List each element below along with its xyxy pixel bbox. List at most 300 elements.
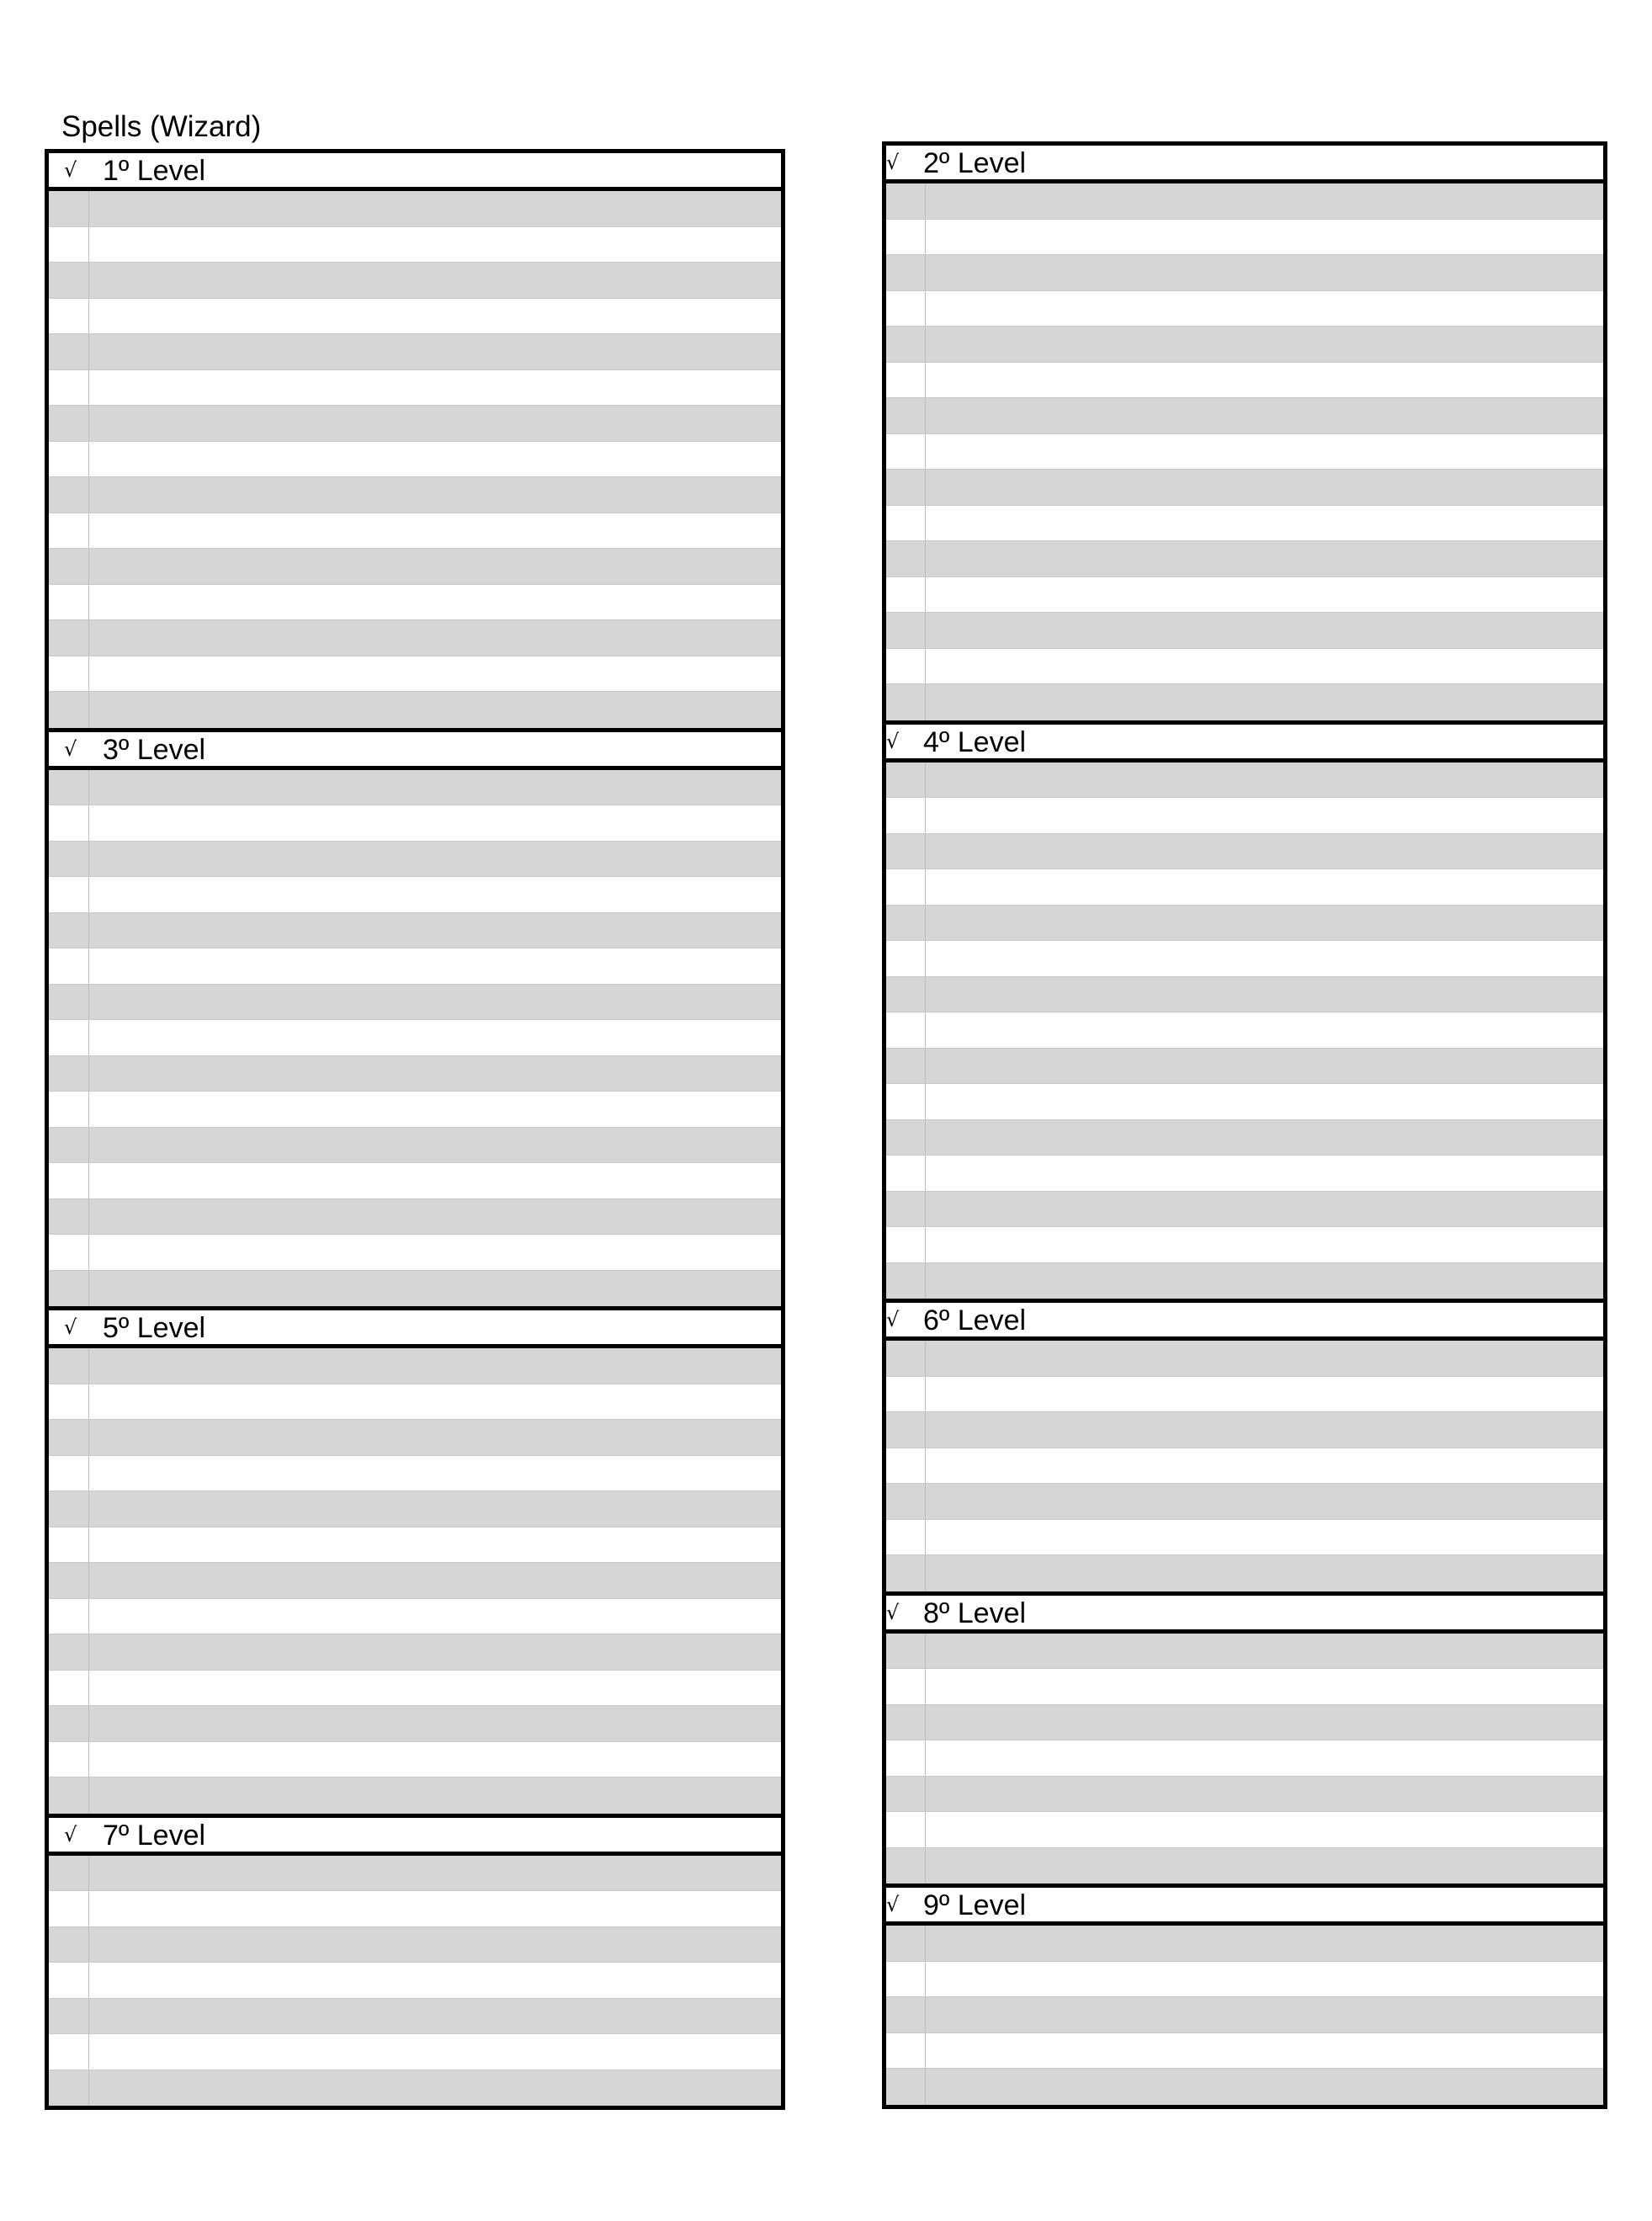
- prepared-checkbox-cell[interactable]: [886, 1012, 926, 1048]
- spell-name-cell[interactable]: [89, 1348, 781, 1384]
- spell-name-cell[interactable]: [926, 1049, 1603, 1084]
- spell-name-cell[interactable]: [926, 1520, 1603, 1555]
- spell-name-cell[interactable]: [89, 549, 781, 584]
- prepared-checkbox-cell[interactable]: [886, 541, 926, 577]
- prepared-checkbox-cell[interactable]: [49, 191, 89, 226]
- spell-name-cell[interactable]: [926, 255, 1603, 290]
- prepared-checkbox-cell[interactable]: [886, 327, 926, 362]
- spell-row[interactable]: [886, 798, 1603, 834]
- spell-row[interactable]: [49, 334, 781, 370]
- prepared-checkbox-cell[interactable]: [49, 263, 89, 298]
- spell-name-cell[interactable]: [89, 1092, 781, 1127]
- prepared-checkbox-cell[interactable]: [49, 1420, 89, 1455]
- prepared-checkbox-cell[interactable]: [49, 620, 89, 656]
- prepared-checkbox-cell[interactable]: [886, 1848, 926, 1884]
- prepared-checkbox-cell[interactable]: [886, 798, 926, 833]
- prepared-checkbox-cell[interactable]: [49, 1891, 89, 1926]
- spell-name-cell[interactable]: [926, 1777, 1603, 1812]
- spell-name-cell[interactable]: [926, 434, 1603, 470]
- spell-name-cell[interactable]: [926, 1012, 1603, 1048]
- prepared-checkbox-cell[interactable]: [886, 1156, 926, 1191]
- prepared-checkbox-cell[interactable]: [49, 1056, 89, 1092]
- prepared-checkbox-cell[interactable]: [49, 1092, 89, 1127]
- prepared-checkbox-cell[interactable]: [49, 299, 89, 334]
- prepared-checkbox-cell[interactable]: [886, 1120, 926, 1156]
- spell-row[interactable]: [886, 1341, 1603, 1377]
- prepared-checkbox-cell[interactable]: [49, 477, 89, 513]
- prepared-checkbox-cell[interactable]: [49, 1963, 89, 1998]
- checkmark-column-header: √: [64, 1822, 77, 1846]
- spell-name-cell[interactable]: [926, 1263, 1603, 1299]
- spell-row[interactable]: [49, 1456, 781, 1492]
- spell-row[interactable]: [49, 2034, 781, 2070]
- spell-name-cell[interactable]: [926, 941, 1603, 976]
- prepared-checkbox-cell[interactable]: [49, 1235, 89, 1270]
- spell-name-cell[interactable]: [926, 1120, 1603, 1156]
- spell-row[interactable]: [886, 649, 1603, 685]
- spell-row[interactable]: [886, 1192, 1603, 1228]
- prepared-checkbox-cell[interactable]: [49, 805, 89, 841]
- spell-row[interactable]: [886, 1848, 1603, 1884]
- spell-row[interactable]: [49, 1671, 781, 1707]
- spell-row[interactable]: [49, 370, 781, 406]
- prepared-checkbox-cell[interactable]: [886, 1049, 926, 1084]
- spell-row[interactable]: [49, 1891, 781, 1927]
- spell-row[interactable]: [49, 1271, 781, 1307]
- prepared-checkbox-cell[interactable]: [49, 877, 89, 912]
- spell-name-cell[interactable]: [926, 1740, 1603, 1776]
- spell-row[interactable]: [886, 1377, 1603, 1413]
- spell-row[interactable]: [886, 1084, 1603, 1120]
- prepared-checkbox-cell[interactable]: [886, 977, 926, 1012]
- prepared-checkbox-cell[interactable]: [49, 1020, 89, 1055]
- spell-row[interactable]: [886, 541, 1603, 577]
- spell-row[interactable]: [886, 1555, 1603, 1591]
- spell-name-cell[interactable]: [926, 1926, 1603, 1961]
- spell-name-cell[interactable]: [926, 506, 1603, 541]
- prepared-checkbox-cell[interactable]: [49, 948, 89, 984]
- spell-name-cell[interactable]: [89, 513, 781, 549]
- spell-name-cell[interactable]: [926, 1341, 1603, 1376]
- spell-name-cell[interactable]: [89, 299, 781, 334]
- spell-row[interactable]: [886, 869, 1603, 906]
- spell-row[interactable]: [49, 913, 781, 949]
- spell-name-cell[interactable]: [926, 977, 1603, 1012]
- spell-row[interactable]: [886, 1962, 1603, 1998]
- spell-row[interactable]: [886, 1156, 1603, 1192]
- spell-row[interactable]: [49, 1163, 781, 1199]
- spell-row[interactable]: [49, 656, 781, 693]
- prepared-checkbox-cell[interactable]: [886, 1997, 926, 2032]
- spell-row[interactable]: [886, 906, 1603, 942]
- spell-row[interactable]: [49, 1999, 781, 2035]
- prepared-checkbox-cell[interactable]: [49, 2034, 89, 2070]
- spell-row[interactable]: [886, 220, 1603, 256]
- spell-name-cell[interactable]: [89, 1384, 781, 1420]
- prepared-checkbox-cell[interactable]: [886, 1705, 926, 1740]
- spell-row[interactable]: [886, 613, 1603, 649]
- prepared-checkbox-cell[interactable]: [886, 220, 926, 255]
- spell-row[interactable]: [886, 1926, 1603, 1962]
- spell-name-cell[interactable]: [926, 1192, 1603, 1227]
- spell-name-cell[interactable]: [89, 1777, 781, 1814]
- spell-row[interactable]: [49, 1235, 781, 1271]
- spell-row[interactable]: [49, 1634, 781, 1671]
- prepared-checkbox-cell[interactable]: [886, 941, 926, 976]
- spell-name-cell[interactable]: [926, 363, 1603, 398]
- prepared-checkbox-cell[interactable]: [886, 1777, 926, 1812]
- spell-name-cell[interactable]: [926, 2069, 1603, 2105]
- prepared-checkbox-cell[interactable]: [49, 1563, 89, 1598]
- prepared-checkbox-cell[interactable]: [49, 1999, 89, 2034]
- prepared-checkbox-cell[interactable]: [49, 1491, 89, 1527]
- spell-row[interactable]: [49, 1706, 781, 1742]
- prepared-checkbox-cell[interactable]: [886, 363, 926, 398]
- prepared-checkbox-cell[interactable]: [886, 649, 926, 684]
- spell-row[interactable]: [49, 1742, 781, 1778]
- prepared-checkbox-cell[interactable]: [886, 1341, 926, 1376]
- prepared-checkbox-cell[interactable]: [49, 1271, 89, 1307]
- spell-name-cell[interactable]: [926, 327, 1603, 362]
- prepared-checkbox-cell[interactable]: [49, 1927, 89, 1963]
- spell-row[interactable]: [49, 1128, 781, 1164]
- prepared-checkbox-cell[interactable]: [49, 549, 89, 584]
- spell-row[interactable]: [49, 585, 781, 621]
- spell-name-cell[interactable]: [926, 577, 1603, 613]
- spell-row[interactable]: [886, 470, 1603, 506]
- spell-name-cell[interactable]: [89, 842, 781, 877]
- prepared-checkbox-cell[interactable]: [49, 770, 89, 805]
- spell-row[interactable]: [49, 842, 781, 878]
- spell-row[interactable]: [886, 977, 1603, 1013]
- spell-name-cell[interactable]: [89, 1528, 781, 1563]
- spell-name-cell[interactable]: [89, 406, 781, 441]
- spell-row[interactable]: [886, 1263, 1603, 1299]
- spell-row[interactable]: [886, 1634, 1603, 1670]
- spell-name-cell[interactable]: [926, 220, 1603, 255]
- prepared-checkbox-cell[interactable]: [49, 1199, 89, 1235]
- prepared-checkbox-cell[interactable]: [49, 1599, 89, 1634]
- spell-name-cell[interactable]: [926, 1848, 1603, 1884]
- spell-name-cell[interactable]: [89, 1671, 781, 1706]
- prepared-checkbox-cell[interactable]: [886, 255, 926, 290]
- spell-name-cell[interactable]: [89, 913, 781, 948]
- spell-name-cell[interactable]: [89, 191, 781, 226]
- spell-name-cell[interactable]: [926, 1997, 1603, 2032]
- spell-name-cell[interactable]: [89, 620, 781, 656]
- spell-row[interactable]: [886, 1777, 1603, 1813]
- spell-row[interactable]: [886, 1412, 1603, 1448]
- spell-row[interactable]: [886, 1669, 1603, 1705]
- spell-name-cell[interactable]: [89, 585, 781, 620]
- prepared-checkbox-cell[interactable]: [886, 577, 926, 613]
- spell-name-cell[interactable]: [89, 227, 781, 263]
- spell-name-cell[interactable]: [926, 183, 1603, 219]
- spell-row[interactable]: [49, 1777, 781, 1814]
- spell-name-cell[interactable]: [926, 906, 1603, 941]
- spell-name-cell[interactable]: [89, 1963, 781, 1998]
- spell-row[interactable]: [49, 1599, 781, 1635]
- spell-name-cell[interactable]: [926, 613, 1603, 648]
- spell-name-cell[interactable]: [89, 1742, 781, 1777]
- prepared-checkbox-cell[interactable]: [886, 506, 926, 541]
- spell-row[interactable]: [886, 327, 1603, 363]
- spell-row[interactable]: [49, 948, 781, 985]
- spell-name-cell[interactable]: [89, 1634, 781, 1670]
- spell-name-cell[interactable]: [89, 985, 781, 1020]
- spell-row[interactable]: [49, 299, 781, 335]
- spell-row[interactable]: [886, 1997, 1603, 2033]
- prepared-checkbox-cell[interactable]: [886, 613, 926, 648]
- spell-name-cell[interactable]: [926, 1634, 1603, 1669]
- prepared-checkbox-cell[interactable]: [49, 370, 89, 406]
- prepared-checkbox-cell[interactable]: [886, 1555, 926, 1591]
- spell-row[interactable]: [886, 1812, 1603, 1848]
- prepared-checkbox-cell[interactable]: [886, 1669, 926, 1704]
- spell-name-cell[interactable]: [926, 1412, 1603, 1448]
- prepared-checkbox-cell[interactable]: [886, 1192, 926, 1227]
- spell-row[interactable]: [886, 577, 1603, 614]
- prepared-checkbox-cell[interactable]: [886, 1263, 926, 1299]
- prepared-checkbox-cell[interactable]: [49, 842, 89, 877]
- spell-row[interactable]: [886, 255, 1603, 291]
- prepared-checkbox-cell[interactable]: [886, 906, 926, 941]
- spell-row[interactable]: [49, 1563, 781, 1599]
- spell-name-cell[interactable]: [926, 649, 1603, 684]
- spell-row[interactable]: [49, 770, 781, 806]
- spell-name-cell[interactable]: [926, 1962, 1603, 1997]
- spell-name-cell[interactable]: [89, 1927, 781, 1963]
- prepared-checkbox-cell[interactable]: [49, 1384, 89, 1420]
- prepared-checkbox-cell[interactable]: [886, 1812, 926, 1847]
- prepared-checkbox-cell[interactable]: [49, 334, 89, 369]
- prepared-checkbox-cell[interactable]: [49, 656, 89, 692]
- prepared-checkbox-cell[interactable]: [49, 513, 89, 549]
- spell-row[interactable]: [49, 692, 781, 728]
- spell-name-cell[interactable]: [89, 2034, 781, 2070]
- spell-name-cell[interactable]: [926, 1812, 1603, 1847]
- spell-name-cell[interactable]: [89, 1199, 781, 1235]
- spell-name-cell[interactable]: [89, 1999, 781, 2034]
- spell-name-cell[interactable]: [89, 877, 781, 912]
- spell-row[interactable]: [49, 1856, 781, 1892]
- prepared-checkbox-cell[interactable]: [886, 1377, 926, 1412]
- prepared-checkbox-cell[interactable]: [886, 2033, 926, 2069]
- spell-row[interactable]: [49, 877, 781, 913]
- spell-row[interactable]: [49, 1199, 781, 1235]
- spell-name-cell[interactable]: [89, 656, 781, 692]
- spell-name-cell[interactable]: [89, 2070, 781, 2107]
- spell-name-cell[interactable]: [926, 470, 1603, 505]
- spell-name-cell[interactable]: [89, 370, 781, 406]
- prepared-checkbox-cell[interactable]: [49, 442, 89, 477]
- spell-name-cell[interactable]: [926, 1669, 1603, 1704]
- prepared-checkbox-cell[interactable]: [49, 1128, 89, 1163]
- spell-name-cell[interactable]: [926, 684, 1603, 720]
- spell-name-cell[interactable]: [926, 291, 1603, 327]
- spell-row[interactable]: [49, 1056, 781, 1092]
- spell-name-cell[interactable]: [926, 1227, 1603, 1262]
- spell-name-cell[interactable]: [926, 1156, 1603, 1191]
- spell-name-cell[interactable]: [89, 1599, 781, 1634]
- spell-name-cell[interactable]: [89, 1056, 781, 1092]
- prepared-checkbox-cell[interactable]: [49, 1528, 89, 1563]
- prepared-checkbox-cell[interactable]: [886, 1448, 926, 1484]
- spell-rows: [886, 1926, 1603, 2105]
- prepared-checkbox-cell[interactable]: [49, 1671, 89, 1706]
- prepared-checkbox-cell[interactable]: [49, 227, 89, 263]
- prepared-checkbox-cell[interactable]: [886, 1484, 926, 1519]
- spell-name-cell[interactable]: [89, 1456, 781, 1491]
- spell-row[interactable]: [49, 985, 781, 1021]
- prepared-checkbox-cell[interactable]: [49, 406, 89, 441]
- spell-name-cell[interactable]: [89, 1128, 781, 1163]
- spell-row[interactable]: [49, 1020, 781, 1056]
- prepared-checkbox-cell[interactable]: [886, 434, 926, 470]
- prepared-checkbox-cell[interactable]: [49, 1742, 89, 1777]
- prepared-checkbox-cell[interactable]: [886, 834, 926, 869]
- spell-name-cell[interactable]: [89, 1020, 781, 1055]
- spell-row[interactable]: [886, 941, 1603, 977]
- prepared-checkbox-cell[interactable]: [49, 913, 89, 948]
- spell-name-cell[interactable]: [89, 770, 781, 805]
- prepared-checkbox-cell[interactable]: [886, 684, 926, 720]
- spell-row[interactable]: [49, 549, 781, 585]
- spell-name-cell[interactable]: [89, 334, 781, 369]
- spell-name-cell[interactable]: [89, 1420, 781, 1455]
- spell-row[interactable]: [49, 1384, 781, 1421]
- spell-name-cell[interactable]: [89, 1235, 781, 1270]
- spell-row[interactable]: [49, 442, 781, 478]
- prepared-checkbox-cell[interactable]: [886, 1412, 926, 1448]
- prepared-checkbox-cell[interactable]: [886, 398, 926, 433]
- prepared-checkbox-cell[interactable]: [49, 985, 89, 1020]
- spell-name-cell[interactable]: [926, 1448, 1603, 1484]
- spell-name-cell[interactable]: [926, 1484, 1603, 1519]
- spell-name-cell[interactable]: [89, 1163, 781, 1198]
- prepared-checkbox-cell[interactable]: [49, 2070, 89, 2107]
- spell-name-cell[interactable]: [926, 798, 1603, 833]
- spell-row[interactable]: [49, 191, 781, 227]
- spell-row[interactable]: [886, 1484, 1603, 1520]
- spell-row[interactable]: [886, 1227, 1603, 1263]
- prepared-checkbox-cell[interactable]: [49, 1163, 89, 1198]
- spell-name-cell[interactable]: [89, 948, 781, 984]
- spell-row[interactable]: [49, 2070, 781, 2107]
- prepared-checkbox-cell[interactable]: [49, 585, 89, 620]
- spell-row[interactable]: [49, 620, 781, 656]
- spell-name-cell[interactable]: [89, 477, 781, 513]
- prepared-checkbox-cell[interactable]: [49, 1777, 89, 1814]
- spell-name-cell[interactable]: [926, 2033, 1603, 2069]
- prepared-checkbox-cell[interactable]: [886, 1962, 926, 1997]
- spell-name-cell[interactable]: [926, 1377, 1603, 1412]
- prepared-checkbox-cell[interactable]: [886, 1227, 926, 1262]
- spell-row[interactable]: [49, 1528, 781, 1564]
- spell-row[interactable]: [49, 263, 781, 299]
- prepared-checkbox-cell[interactable]: [886, 1634, 926, 1669]
- prepared-checkbox-cell[interactable]: [886, 869, 926, 905]
- prepared-checkbox-cell[interactable]: [886, 183, 926, 219]
- spell-name-cell[interactable]: [89, 805, 781, 841]
- prepared-checkbox-cell[interactable]: [886, 1520, 926, 1555]
- spell-row[interactable]: [886, 183, 1603, 220]
- spell-row[interactable]: [49, 477, 781, 513]
- prepared-checkbox-cell[interactable]: [886, 2069, 926, 2105]
- level-header: [49, 153, 781, 191]
- prepared-checkbox-cell[interactable]: [49, 1706, 89, 1741]
- spell-row[interactable]: [886, 1705, 1603, 1741]
- spell-row[interactable]: [49, 513, 781, 550]
- spell-row[interactable]: [49, 1491, 781, 1528]
- spell-row[interactable]: [886, 363, 1603, 399]
- prepared-checkbox-cell[interactable]: [49, 1348, 89, 1384]
- spell-row[interactable]: [886, 684, 1603, 720]
- prepared-checkbox-cell[interactable]: [886, 762, 926, 798]
- spell-name-cell[interactable]: [89, 1706, 781, 1741]
- prepared-checkbox-cell[interactable]: [886, 1084, 926, 1119]
- spell-name-cell[interactable]: [926, 762, 1603, 798]
- spell-name-cell[interactable]: [926, 541, 1603, 577]
- spell-row[interactable]: [886, 834, 1603, 870]
- spell-row[interactable]: [49, 227, 781, 263]
- spell-row[interactable]: [49, 1092, 781, 1128]
- spell-row[interactable]: [49, 1927, 781, 1963]
- spell-name-cell[interactable]: [89, 1491, 781, 1527]
- spell-name-cell[interactable]: [89, 1856, 781, 1891]
- spell-name-cell[interactable]: [89, 1271, 781, 1307]
- spell-name-cell[interactable]: [926, 1084, 1603, 1119]
- spell-row[interactable]: [49, 1348, 781, 1384]
- spell-row[interactable]: [886, 1740, 1603, 1777]
- spell-row[interactable]: [886, 434, 1603, 470]
- spell-row[interactable]: [886, 1120, 1603, 1156]
- prepared-checkbox-cell[interactable]: [886, 291, 926, 327]
- spell-name-cell[interactable]: [926, 1555, 1603, 1591]
- spell-name-cell[interactable]: [89, 442, 781, 477]
- spell-row[interactable]: [49, 1420, 781, 1456]
- prepared-checkbox-cell[interactable]: [49, 1856, 89, 1891]
- spell-name-cell[interactable]: [89, 692, 781, 728]
- prepared-checkbox-cell[interactable]: [886, 470, 926, 505]
- spell-row[interactable]: [886, 1012, 1603, 1049]
- spell-row[interactable]: [886, 762, 1603, 799]
- prepared-checkbox-cell[interactable]: [886, 1926, 926, 1961]
- spell-name-cell[interactable]: [926, 834, 1603, 869]
- spell-row[interactable]: [886, 506, 1603, 542]
- spell-row[interactable]: [886, 1520, 1603, 1556]
- prepared-checkbox-cell[interactable]: [49, 1456, 89, 1491]
- spell-name-cell[interactable]: [89, 1891, 781, 1926]
- spell-row[interactable]: [886, 1049, 1603, 1085]
- spell-name-cell[interactable]: [926, 1705, 1603, 1740]
- spell-row[interactable]: [49, 406, 781, 442]
- spell-row[interactable]: [49, 805, 781, 842]
- spell-name-cell[interactable]: [926, 398, 1603, 433]
- spell-name-cell[interactable]: [89, 1563, 781, 1598]
- spell-name-cell[interactable]: [89, 263, 781, 298]
- spell-row[interactable]: [886, 291, 1603, 327]
- spell-row[interactable]: [886, 2069, 1603, 2105]
- prepared-checkbox-cell[interactable]: [49, 1634, 89, 1670]
- spell-row[interactable]: [886, 1448, 1603, 1485]
- spell-name-cell[interactable]: [926, 869, 1603, 905]
- spell-row[interactable]: [886, 398, 1603, 434]
- spell-row[interactable]: [886, 2033, 1603, 2070]
- prepared-checkbox-cell[interactable]: [49, 692, 89, 728]
- spell-row[interactable]: [49, 1963, 781, 1999]
- prepared-checkbox-cell[interactable]: [886, 1740, 926, 1776]
